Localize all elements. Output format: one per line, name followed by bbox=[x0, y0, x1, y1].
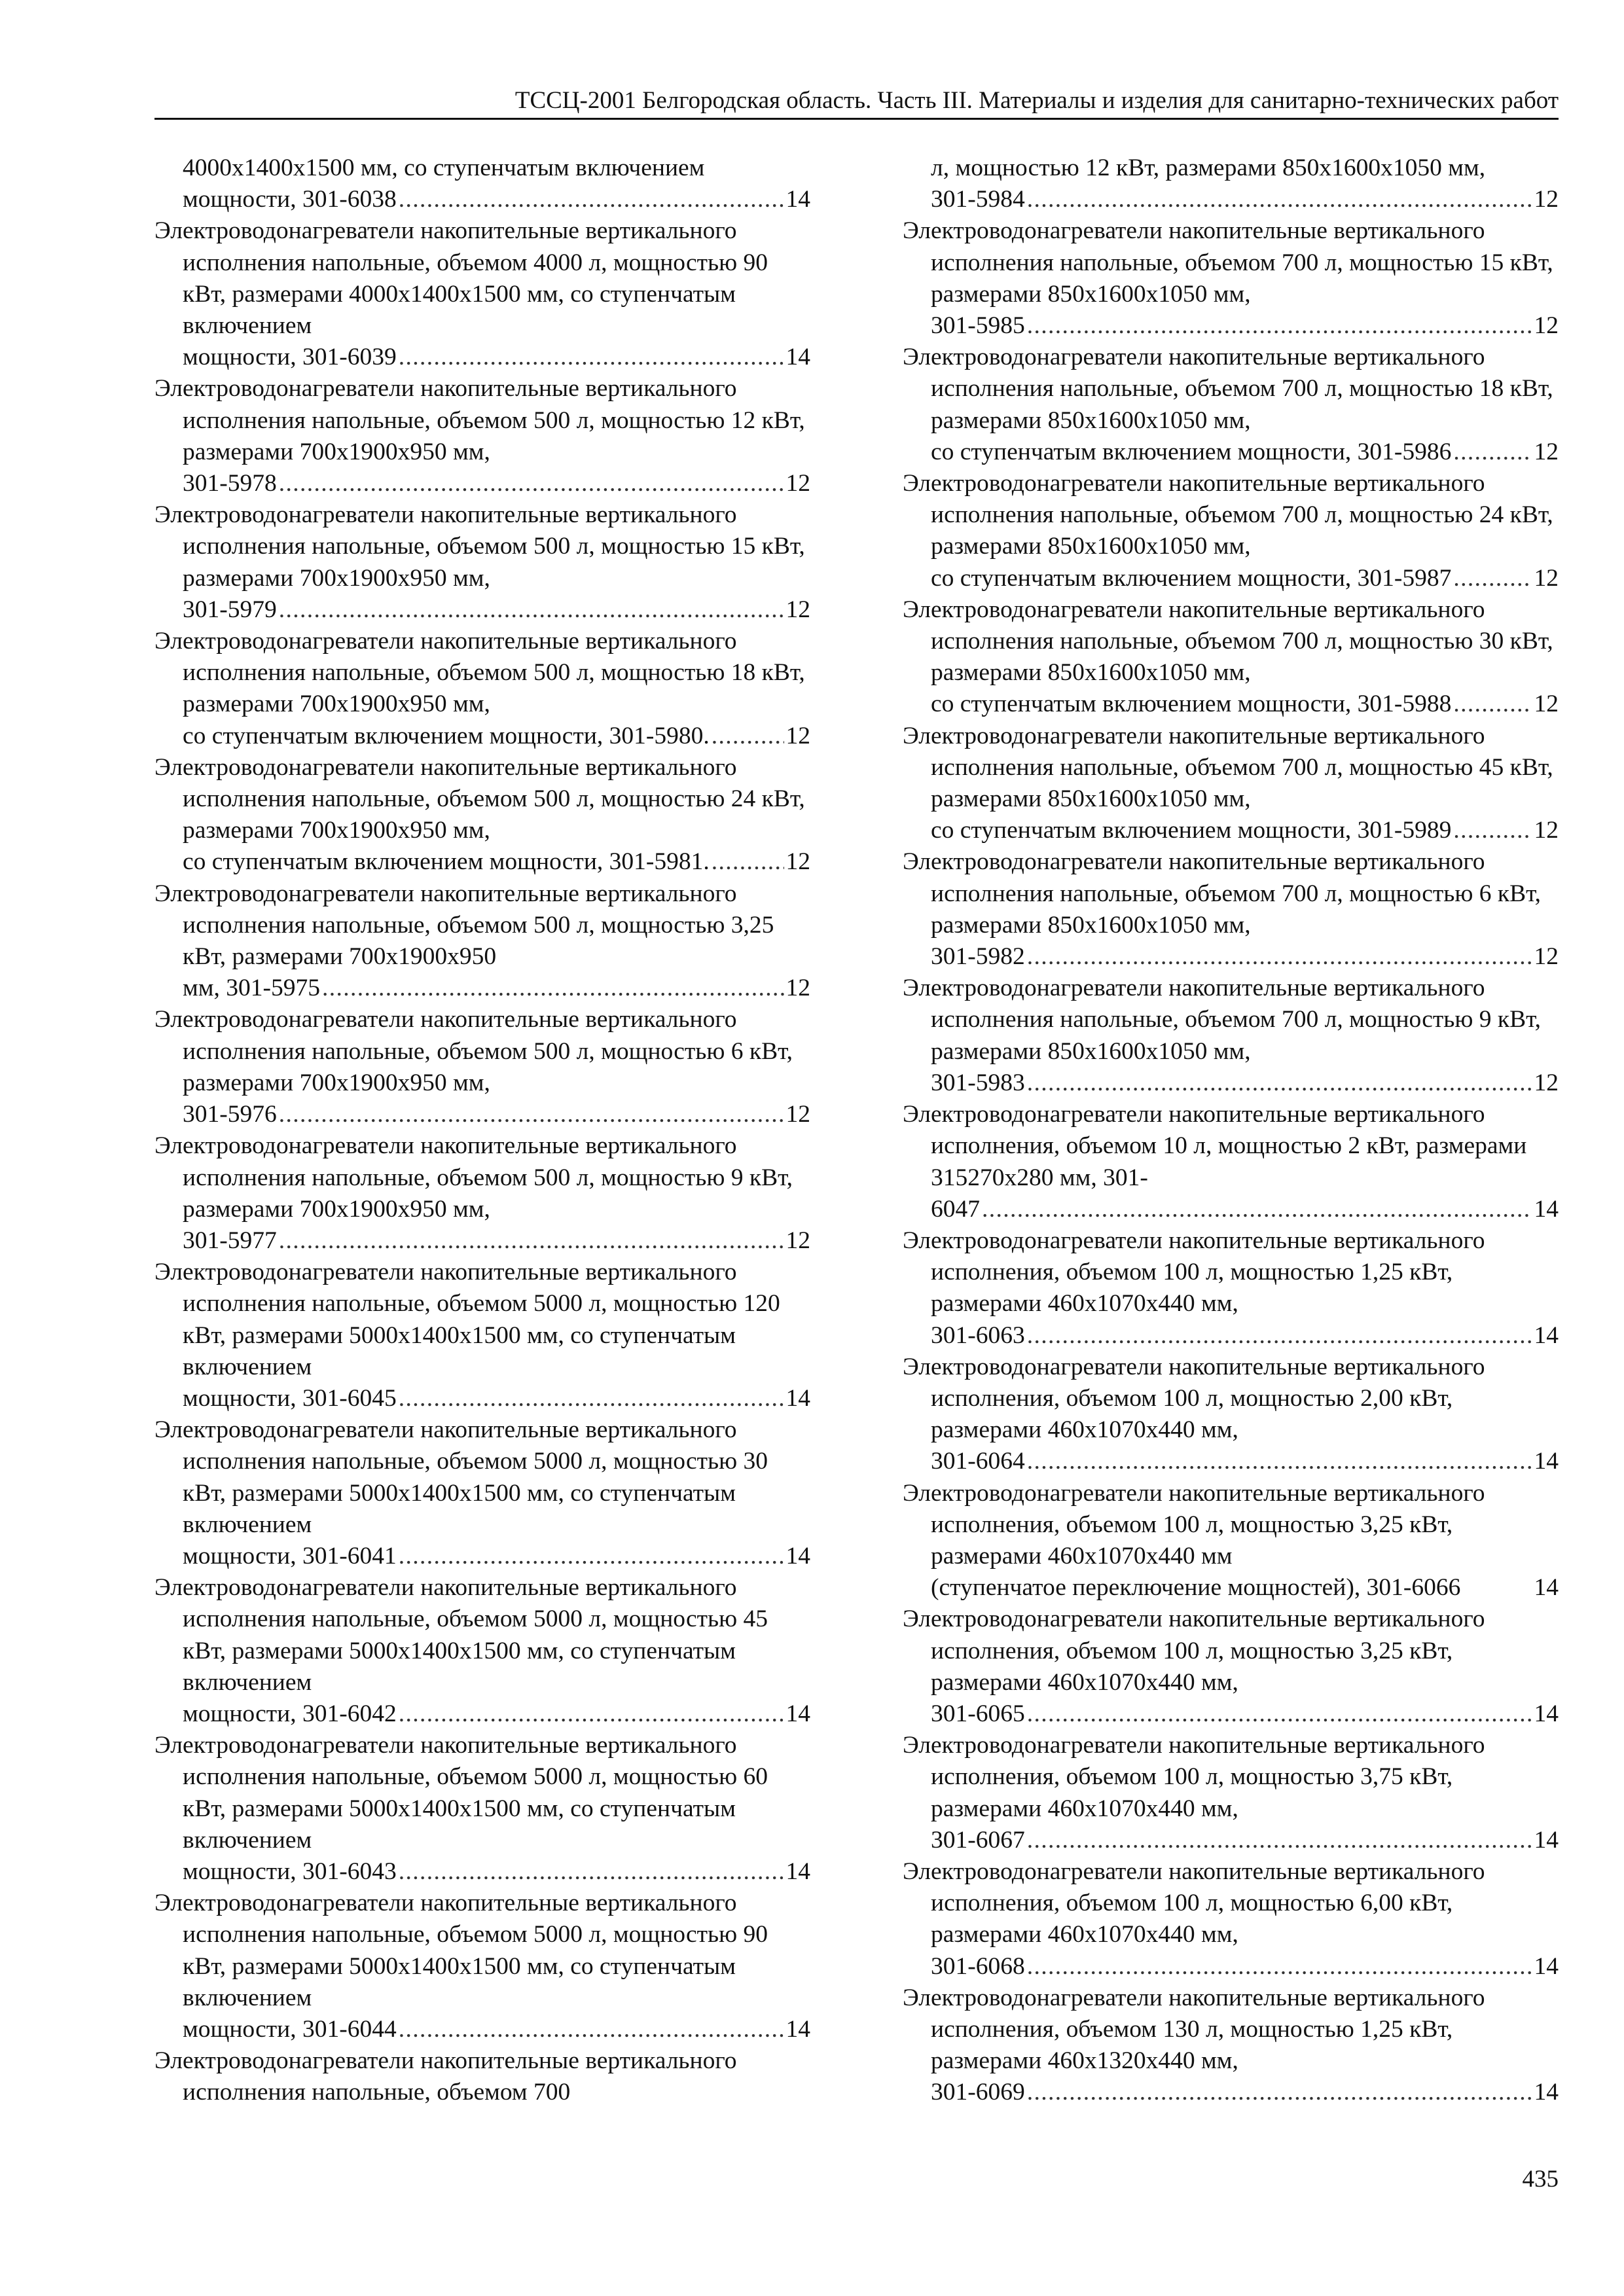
entry-code: мощности, 301-6043 bbox=[183, 1857, 397, 1885]
dot-leader bbox=[1027, 941, 1532, 973]
entry-page-number: 14 bbox=[785, 1384, 810, 1412]
index-entry bbox=[903, 1225, 1559, 1352]
dot-leader bbox=[1027, 184, 1532, 215]
dot-leader bbox=[712, 846, 784, 878]
dot-leader bbox=[279, 1099, 784, 1130]
dot-leader bbox=[982, 1194, 1532, 1225]
index-entry bbox=[903, 973, 1559, 1099]
entry-code: 301-6065 bbox=[931, 1700, 1025, 1727]
entry-page-number: 14 bbox=[1534, 2079, 1559, 2106]
index-entry bbox=[154, 1257, 810, 1414]
entry-page-number: 14 bbox=[1534, 1952, 1559, 1980]
entry-description: Электроводонагреватели накопительные вертикального исполнения, объемом 130 л, мощностью 1,25 кВт, размерами 460x1320x440 мм, bbox=[903, 1984, 1485, 2075]
entry-code: 301-5983 bbox=[931, 1069, 1025, 1096]
entry-code: 301-5982 bbox=[931, 943, 1025, 971]
dot-leader bbox=[399, 1856, 784, 1888]
index-entry bbox=[903, 152, 1559, 215]
dot-leader bbox=[1027, 1320, 1532, 1352]
entry-description: Электроводонагреватели накопительные вертикального исполнения напольные, объемом 700 л, мощностью 24 кВт, размерами 850x1600x1050 мм, bbox=[903, 470, 1553, 560]
entry-page-number: 12 bbox=[785, 1101, 810, 1128]
entry-code: со ступенчатым включением мощности, 301-5989 bbox=[931, 817, 1452, 844]
index-entry bbox=[903, 1478, 1559, 1604]
entry-description: Электроводонагреватели накопительные вертикального исполнения напольные, объемом 500 л, мощностью 6 кВт, размерами 700x1900x950 мм, bbox=[154, 1006, 793, 1096]
entry-description: Электроводонагреватели накопительные вертикального исполнения напольные, объемом 700 л, мощностью 45 кВт, размерами 850x1600x1050 мм, bbox=[903, 722, 1553, 813]
entry-code: 301-5984 bbox=[931, 186, 1025, 213]
entry-description: Электроводонагреватели накопительные вертикального исполнения напольные, объемом 4000 л, мощностью 90 кВт, размерами 4000x1400x1500 мм, со ступенчатым включением bbox=[154, 217, 768, 340]
dot-leader bbox=[1027, 1698, 1532, 1730]
index-entry bbox=[154, 878, 810, 1005]
entry-code: со ступенчатым включением мощности, 301-5981. bbox=[183, 848, 710, 876]
entry-code: со ступенчатым включением мощности, 301-5987 bbox=[931, 564, 1452, 592]
entry-code: мощности, 301-6045 bbox=[183, 1384, 397, 1412]
entry-description: Электроводонагреватели накопительные вертикального исполнения напольные, объемом 700 л, мощностью 9 кВт, размерами 850x1600x1050 мм, bbox=[903, 975, 1542, 1065]
header-rule bbox=[154, 118, 1559, 120]
index-column-right bbox=[903, 152, 1559, 2109]
entry-description: Электроводонагреватели накопительные вертикального исполнения напольные, объемом 5000 л, мощностью 30 кВт, размерами 5000x1400x1500 мм, со ступенчатым включением bbox=[154, 1416, 768, 1538]
entry-page-number: 14 bbox=[1534, 1321, 1559, 1349]
index-entry bbox=[154, 1730, 810, 1888]
entry-page-number: 12 bbox=[1534, 691, 1559, 718]
entry-description: Электроводонагреватели накопительные вертикального исполнения, объемом 100 л, мощностью 3,25 кВт, размерами 460x1070x440 мм, bbox=[903, 1605, 1485, 1696]
index-entry bbox=[154, 1572, 810, 1730]
dot-leader bbox=[1453, 563, 1532, 594]
entry-page-number: 14 bbox=[1534, 1826, 1559, 1854]
entry-code: 301-5976 bbox=[183, 1101, 277, 1128]
entry-page-number: 14 bbox=[1534, 1574, 1559, 1602]
entry-page-number: 12 bbox=[785, 596, 810, 623]
index-entry bbox=[903, 1982, 1559, 2109]
index-entry bbox=[154, 1888, 810, 2045]
entry-page-number: 12 bbox=[1534, 943, 1559, 971]
entry-code: 301-5979 bbox=[183, 596, 277, 623]
index-entry bbox=[903, 342, 1559, 468]
entry-page-number: 12 bbox=[785, 722, 810, 749]
dot-leader bbox=[399, 1698, 784, 1730]
entry-description: Электроводонагреватели накопительные вертикального исполнения напольные, объемом 700 л, мощностью 18 кВт, размерами 850x1600x1050 мм, bbox=[903, 344, 1553, 434]
index-entry bbox=[903, 1730, 1559, 1856]
entry-description: Электроводонагреватели накопительные вертикального исполнения напольные, объемом 700 bbox=[154, 2047, 737, 2106]
index-entry bbox=[154, 2045, 810, 2108]
entry-page-number: 12 bbox=[785, 975, 810, 1002]
entry-description: Электроводонагреватели накопительные вертикального исполнения, объемом 100 л, мощностью 6,00 кВт, размерами 460x1070x440 мм, bbox=[903, 1857, 1485, 1948]
index-entry bbox=[154, 1414, 810, 1572]
index-column-left bbox=[154, 152, 810, 2109]
index-entry bbox=[903, 1352, 1559, 1478]
entry-description: Электроводонагреватели накопительные вертикального исполнения напольные, объемом 5000 л, мощностью 120 кВт, размерами 5000x1400x1500 мм, со ступенчатым включением bbox=[154, 1259, 780, 1380]
entry-page-number: 14 bbox=[1534, 1448, 1559, 1475]
dot-leader bbox=[1453, 437, 1532, 468]
entry-page-number: 12 bbox=[1534, 438, 1559, 465]
entry-description: Электроводонагреватели накопительные вертикального исполнения напольные, объемом 500 л, мощностью 15 кВт, размерами 700x1900x950 мм, bbox=[154, 501, 805, 592]
dot-leader bbox=[1027, 1825, 1532, 1856]
entry-description: л, мощностью 12 кВт, размерами 850x1600x1050 мм, bbox=[931, 154, 1486, 181]
entry-code: 301-6068 bbox=[931, 1952, 1025, 1980]
entry-page-number: 12 bbox=[785, 1227, 810, 1254]
entry-description: Электроводонагреватели накопительные вертикального исполнения напольные, объемом 500 л, мощностью 9 кВт, размерами 700x1900x950 мм, bbox=[154, 1132, 793, 1223]
entry-code: мм, 301-5975 bbox=[183, 975, 320, 1002]
dot-leader bbox=[399, 342, 784, 373]
entry-description: Электроводонагреватели накопительные вертикального исполнения напольные, объемом 5000 л, мощностью 45 кВт, размерами 5000x1400x1500 мм, со ступенчатым включением bbox=[154, 1574, 768, 1696]
entry-page-number: 14 bbox=[785, 2015, 810, 2043]
index-entry bbox=[154, 373, 810, 499]
index-entry bbox=[154, 215, 810, 373]
dot-leader bbox=[1027, 1446, 1532, 1477]
dot-leader bbox=[1453, 689, 1532, 720]
entry-description: Электроводонагреватели накопительные вертикального исполнения напольные, объемом 700 л, мощностью 6 кВт, размерами 850x1600x1050 мм, bbox=[903, 848, 1542, 939]
entry-description: Электроводонагреватели накопительные вертикального исполнения напольные, объемом 500 л, мощностью 12 кВт, размерами 700x1900x950 мм, bbox=[154, 375, 805, 465]
entry-code: мощности, 301-6041 bbox=[183, 1542, 397, 1570]
dot-leader bbox=[399, 1541, 784, 1572]
index-entry bbox=[903, 215, 1559, 342]
entry-page-number: 12 bbox=[1534, 817, 1559, 844]
dot-leader bbox=[1027, 1951, 1532, 1982]
dot-leader bbox=[1027, 1067, 1532, 1099]
entry-description: Электроводонагреватели накопительные вертикального исполнения напольные, объемом 700 л, мощностью 30 кВт, размерами 850x1600x1050 мм, bbox=[903, 596, 1553, 687]
entry-description: Электроводонагреватели накопительные вертикального исполнения, объемом 100 л, мощностью 2,00 кВт, размерами 460x1070x440 мм, bbox=[903, 1353, 1485, 1444]
entry-page-number: 12 bbox=[1534, 186, 1559, 213]
entry-code: мощности, 301-6039 bbox=[183, 344, 397, 371]
entry-page-number: 12 bbox=[785, 470, 810, 497]
entry-description: Электроводонагреватели накопительные вертикального исполнения напольные, объемом 500 л, мощностью 3,25 кВт, размерами 700x1900x950 bbox=[154, 880, 774, 971]
index-entry bbox=[903, 468, 1559, 594]
index-entry bbox=[903, 721, 1559, 847]
entry-code: 301-6069 bbox=[931, 2079, 1025, 2106]
entry-code: мощности, 301-6038 bbox=[183, 186, 397, 213]
entry-code: 301-5985 bbox=[931, 312, 1025, 340]
entry-code: 6047 bbox=[931, 1195, 980, 1223]
index-entry bbox=[903, 1856, 1559, 1982]
dot-leader bbox=[399, 2014, 784, 2045]
index-entry bbox=[154, 152, 810, 215]
dot-leader bbox=[399, 184, 784, 215]
index-entry bbox=[154, 752, 810, 878]
entry-description: Электроводонагреватели накопительные вертикального исполнения напольные, объемом 5000 л, мощностью 60 кВт, размерами 5000x1400x1500 мм, со ступенчатым включением bbox=[154, 1732, 768, 1854]
entry-description: Электроводонагреватели накопительные вертикального исполнения, объемом 100 л, мощностью 3,75 кВт, размерами 460x1070x440 мм, bbox=[903, 1732, 1485, 1822]
index-entry bbox=[903, 1604, 1559, 1730]
index-entry bbox=[903, 846, 1559, 973]
entry-page-number: 14 bbox=[1534, 1195, 1559, 1223]
dot-leader bbox=[1027, 2077, 1532, 2108]
entry-page-number: 14 bbox=[785, 1857, 810, 1885]
index-entry bbox=[903, 594, 1559, 721]
entry-page-number: 14 bbox=[785, 1700, 810, 1727]
entry-code: со ступенчатым включением мощности, 301-5988 bbox=[931, 691, 1452, 718]
entry-description: Электроводонагреватели накопительные вертикального исполнения напольные, объемом 5000 л, мощностью 90 кВт, размерами 5000x1400x1500 мм, со ступенчатым включением bbox=[154, 1890, 768, 2011]
index-entry bbox=[903, 1099, 1559, 1225]
dot-leader bbox=[1027, 310, 1532, 342]
entry-code: (ступенчатое переключение мощностей), 301-6066 bbox=[931, 1574, 1461, 1602]
entry-description: Электроводонагреватели накопительные вертикального исполнения напольные, объемом 500 л, мощностью 18 кВт, размерами 700x1900x950 мм, bbox=[154, 628, 805, 718]
entry-description: 4000x1400x1500 мм, со ступенчатым включением bbox=[183, 154, 705, 181]
entry-page-number: 12 bbox=[1534, 312, 1559, 340]
page-number: 435 bbox=[1522, 2166, 1559, 2193]
dot-leader bbox=[1453, 815, 1532, 846]
entry-page-number: 12 bbox=[1534, 564, 1559, 592]
dot-leader bbox=[279, 1225, 784, 1257]
entry-page-number: 14 bbox=[785, 1542, 810, 1570]
entry-description: Электроводонагреватели накопительные вертикального исполнения напольные, объемом 500 л, мощностью 24 кВт, размерами 700x1900x950 мм, bbox=[154, 753, 805, 844]
entry-description: Электроводонагреватели накопительные вертикального исполнения, объемом 100 л, мощностью 3,25 кВт, размерами 460x1070x440 мм bbox=[903, 1479, 1485, 1570]
dot-leader bbox=[322, 973, 784, 1004]
index-entry bbox=[154, 626, 810, 752]
dot-leader bbox=[399, 1383, 784, 1414]
entry-description: Электроводонагреватели накопительные вертикального исполнения, объемом 10 л, мощностью 2 кВт, размерами 315270x280 мм, 301- bbox=[903, 1101, 1527, 1191]
index-entry bbox=[154, 499, 810, 626]
entry-page-number: 12 bbox=[1534, 1069, 1559, 1096]
entry-code: 301-5978 bbox=[183, 470, 277, 497]
entry-description: Электроводонагреватели накопительные вертикального исполнения, объемом 100 л, мощностью 1,25 кВт, размерами 460x1070x440 мм, bbox=[903, 1227, 1485, 1318]
index-entry bbox=[154, 1130, 810, 1257]
dot-leader bbox=[279, 594, 784, 626]
entry-page-number: 12 bbox=[785, 848, 810, 876]
entry-code: 301-6067 bbox=[931, 1826, 1025, 1854]
entry-code: со ступенчатым включением мощности, 301-5986 bbox=[931, 438, 1452, 465]
entry-description: Электроводонагреватели накопительные вертикального исполнения напольные, объемом 700 л, мощностью 15 кВт, размерами 850x1600x1050 мм, bbox=[903, 217, 1553, 308]
entry-page-number: 14 bbox=[1534, 1700, 1559, 1727]
entry-code: мощности, 301-6042 bbox=[183, 1700, 397, 1727]
entry-code: 301-6063 bbox=[931, 1321, 1025, 1349]
entry-code: мощности, 301-6044 bbox=[183, 2015, 397, 2043]
entry-code: 301-5977 bbox=[183, 1227, 277, 1254]
dot-leader bbox=[712, 721, 784, 752]
entry-code: со ступенчатым включением мощности, 301-5980. bbox=[183, 722, 710, 749]
entry-page-number: 14 bbox=[785, 344, 810, 371]
entry-page-number: 14 bbox=[785, 186, 810, 213]
running-header: ТССЦ-2001 Белгородская область. Часть III. Материалы и изделия для санитарно-технических работ bbox=[514, 87, 1559, 114]
index-entry bbox=[154, 1004, 810, 1130]
dot-leader bbox=[279, 468, 784, 499]
entry-code: 301-6064 bbox=[931, 1448, 1025, 1475]
